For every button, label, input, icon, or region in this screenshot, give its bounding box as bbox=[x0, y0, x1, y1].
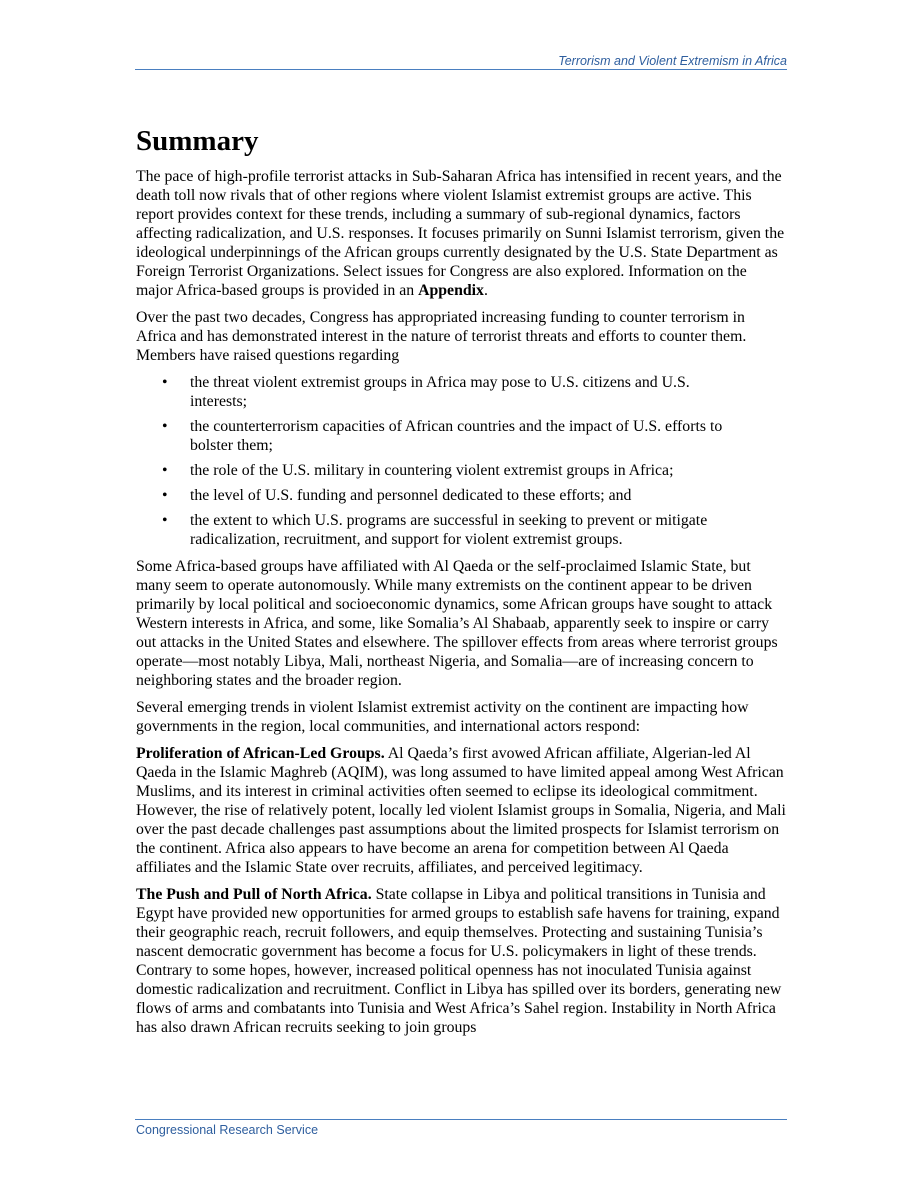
north-africa-paragraph: The Push and Pull of North Africa. State collapse in Libya and political transitions in Tunisia and Egypt have provided new opportunities for armed groups to establish safe havens for training, expand their geographic reach, recruit followers, and equip themselves. Protecting and sustaining Tunisia’s nascent democratic government has become a focus for U.S. policymakers in light of these trends. Contrary to some hopes, however, increased political openness has not inoculated Tunisia against domestic radicalization and recruitment. Conflict in Libya has spilled over its borders, generating new flows of arms and combatants into Tunisia and West Africa’s Sahel region. Instability in North Africa has also drawn African recruits seeking to join groups bbox=[136, 886, 782, 1036]
bullet-icon: • bbox=[162, 487, 168, 504]
list-item: • the extent to which U.S. programs are successful in seeking to prevent or mitigate radicalization, recruitment, and support for violent extremist groups. bbox=[162, 512, 708, 548]
appendix-reference: Appendix bbox=[418, 282, 484, 299]
african-led-groups-paragraph: Proliferation of African-Led Groups. Al Qaeda’s first avowed African affiliate, Algerian-led Al Qaeda in the Islamic Maghreb (AQIM), was long assumed to have limited appeal among West African Muslims, and its interest in criminal activities often seemed to eclipse its ideological commitment. However, the rise of relatively potent, locally led violent Islamist groups in Somalia, Nigeria, and Mali over the past decade challenges past assumptions about the limited prospects for Islamist terrorism on the continent. Africa also appears to have become an arena for competition between Al Qaeda affiliates and the Islamic State over recruits, affiliates, and perceived legitimacy. bbox=[136, 745, 786, 876]
congress-paragraph: Over the past two decades, Congress has appropriated increasing funding to counter terrorism in Africa and has demonstrated interest in the nature of terrorist threats and efforts to counter them. Members have raised questions regarding bbox=[136, 309, 747, 364]
bullet-icon: • bbox=[162, 418, 168, 435]
bullet-icon: • bbox=[162, 462, 168, 479]
header-divider bbox=[135, 69, 787, 70]
list-item: • the counterterrorism capacities of African countries and the impact of U.S. efforts to bolster them; bbox=[162, 418, 723, 454]
footer-divider bbox=[135, 1119, 787, 1120]
list-item: • the level of U.S. funding and personnel dedicated to these efforts; and bbox=[162, 487, 632, 504]
list-item: • the threat violent extremist groups in Africa may pose to U.S. citizens and U.S. interests; bbox=[162, 374, 690, 410]
questions-list bbox=[136, 373, 786, 549]
list-item: • the role of the U.S. military in countering violent extremist groups in Africa; bbox=[162, 462, 674, 479]
page-title: Summary bbox=[136, 125, 259, 157]
bullet-icon: • bbox=[162, 512, 168, 529]
summary-body bbox=[136, 167, 786, 1045]
running-header: Terrorism and Violent Extremism in Africa bbox=[558, 54, 787, 68]
section-lead-heading: Proliferation of African-Led Groups. bbox=[136, 745, 385, 762]
bullet-icon: • bbox=[162, 374, 168, 391]
footer-label: Congressional Research Service bbox=[136, 1123, 319, 1137]
intro-paragraph: The pace of high-profile terrorist attacks in Sub-Saharan Africa has intensified in recent years, and the death toll now rivals that of other regions where violent Islamist extremist groups are active. This report provides context for these trends, including a summary of sub-regional dynamics, factors affecting radicalization, and U.S. responses. It focuses primarily on Sunni Islamist terrorism, given the ideological underpinnings of the African groups currently designated by the U.S. State Department as Foreign Terrorist Organizations. Select issues for Congress are also explored. Information on the major Africa-based groups is provided in an Appendix. bbox=[136, 168, 785, 299]
trends-paragraph: Several emerging trends in violent Islamist extremist activity on the continent are impacting how governments in the region, local communities, and international actors respond: bbox=[136, 699, 749, 735]
section-lead-heading: The Push and Pull of North Africa. bbox=[136, 886, 372, 903]
affiliation-paragraph: Some Africa-based groups have affiliated with Al Qaeda or the self-proclaimed Islamic State, but many seem to operate autonomously. While many extremists on the continent appear to be driven primarily by local political and socioeconomic dynamics, some African groups have sought to attack Western interests in Africa, and some, like Somalia’s Al Shabaab, apparently seek to inspire or carry out attacks in the United States and elsewhere. The spillover effects from areas where terrorist groups operate—most notably Libya, Mali, northeast Nigeria, and Somalia—are of increasing concern to neighboring states and the broader region. bbox=[136, 558, 778, 689]
